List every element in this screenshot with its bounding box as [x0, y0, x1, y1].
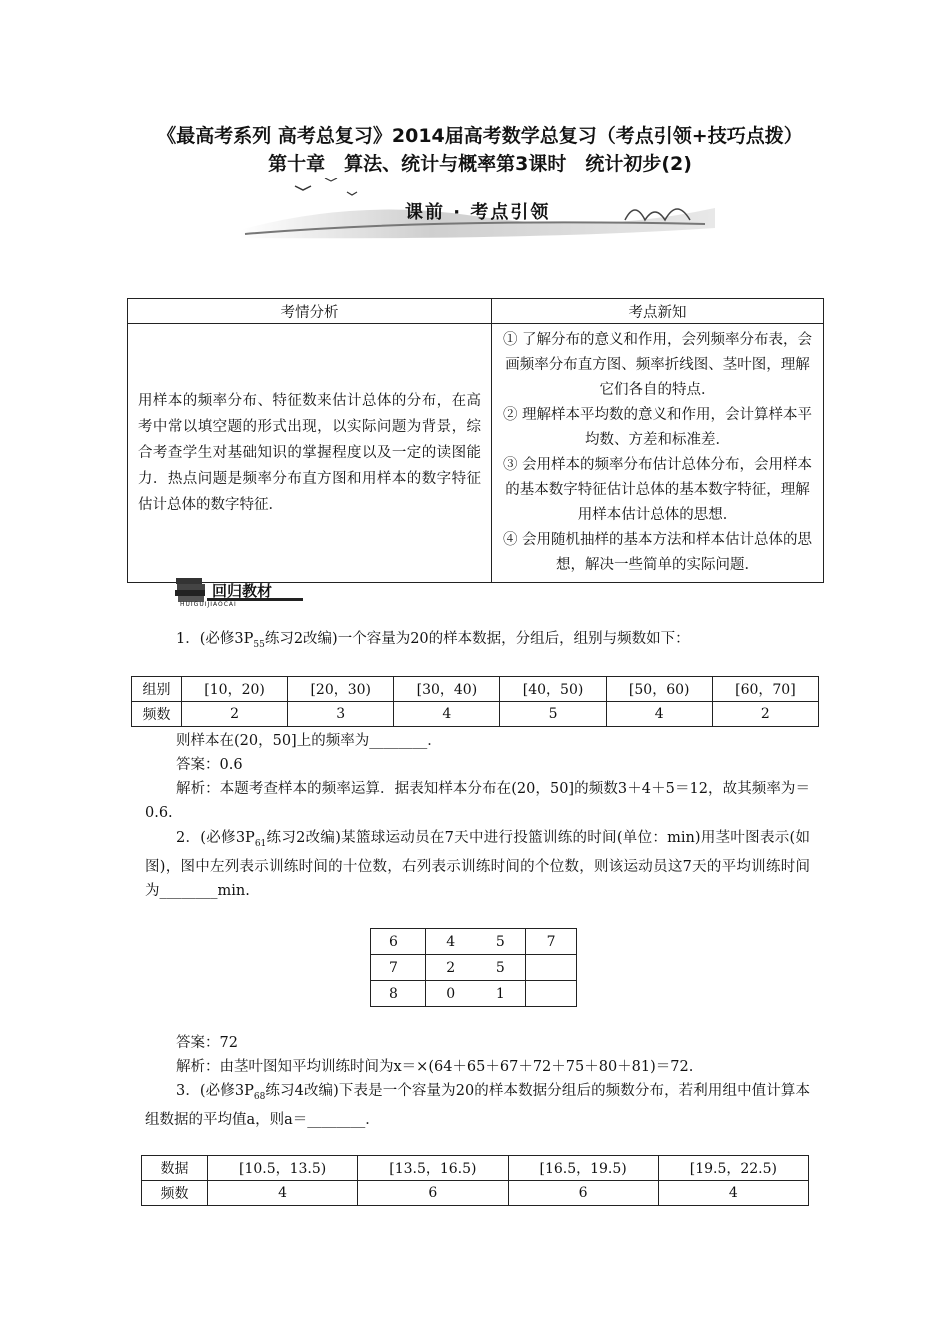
q3-text: 练习4改编)下表是一个容量为20的样本数据分组后的频数分布，若利用组中值计算本组数据的平均值a，则a＝________．: [145, 1083, 810, 1129]
table-cell: 6: [508, 1181, 658, 1206]
table-cell: 数据: [142, 1156, 208, 1181]
knowledge-item: ① 了解分布的意义和作用，会列频率分布表，会画频率分布直方图、频率折线图、茎叶图，理解它们各自的特点．: [502, 332, 813, 398]
q2-answer: 答案：72: [176, 1035, 238, 1051]
table-row: [132, 702, 819, 727]
stem-cell: 6: [371, 929, 426, 955]
bird-icon: [295, 186, 311, 190]
bird-icon: [347, 192, 357, 195]
table-cell: 6: [358, 1181, 508, 1206]
q3-page-sub: 68: [253, 1091, 266, 1102]
table-row: [132, 677, 819, 702]
leaf-cell: 0: [425, 981, 475, 1007]
stem-cell: 7: [371, 955, 426, 981]
table-cell: 5: [500, 702, 606, 727]
leaf-cell: 7: [526, 929, 577, 955]
table-cell: [13.5，16.5): [358, 1156, 508, 1181]
table-cell: [50，60): [606, 677, 712, 702]
q1-page-sub: 55: [253, 639, 265, 650]
q2-prefix: 2．(必修3P: [176, 830, 255, 846]
q1-analysis: 解析：本题考查样本的频率运算．据表知样本分布在(20，50]的频数3＋4＋5＝12，故其频率为＝0.6.: [145, 781, 810, 821]
q2-stem: [145, 827, 810, 903]
table-cell: 4: [208, 1181, 358, 1206]
section-label: 回归教材: [212, 582, 273, 600]
table-row: [142, 1181, 809, 1206]
leaf-cell: [526, 955, 577, 981]
analysis-table: [127, 298, 824, 583]
q1-frequency-table: [131, 676, 819, 727]
table-cell: 2: [182, 702, 288, 727]
table-cell: [10，20): [182, 677, 288, 702]
q1-text: 练习2改编)一个容量为20的样本数据，分组后，组别与频数如下：: [264, 631, 690, 647]
stem-cell: 8: [371, 981, 426, 1007]
table-row: [371, 955, 577, 981]
table-cell: 4: [606, 702, 712, 727]
table-cell: 4: [394, 702, 500, 727]
header-analysis: 考情分析: [128, 299, 492, 324]
leaf-cell: [526, 981, 577, 1007]
q3-frequency-table: [141, 1155, 809, 1206]
table-cell: [40，50): [500, 677, 606, 702]
knowledge-list: [492, 324, 824, 583]
q3-prefix: 3．(必修3P: [176, 1083, 254, 1099]
bird-icon: [325, 178, 337, 181]
q2-page-sub: 61: [254, 838, 267, 849]
q2-analysis: 解析：由茎叶图知平均训练时间为x＝×(64＋65＋67＋72＋75＋80＋81)＝72.: [176, 1059, 694, 1075]
leaf-cell: 2: [425, 955, 475, 981]
table-row: [142, 1156, 809, 1181]
leaf-cell: 1: [476, 981, 526, 1007]
table-cell: [60，70]: [712, 677, 818, 702]
table-cell: [16.5，19.5): [508, 1156, 658, 1181]
q1-stem: [145, 628, 810, 657]
leaf-cell: 4: [425, 929, 475, 955]
table-cell: 3: [288, 702, 394, 727]
table-cell: [30，40): [394, 677, 500, 702]
knowledge-item: ③ 会用样本的频率分布估计总体分布，会用样本的基本数字特征估计总体的基本数字特征，理解用样本估计总体的思想．: [502, 457, 813, 523]
table-cell: [19.5，22.5): [658, 1156, 808, 1181]
table-cell: 频数: [132, 702, 182, 727]
q1-question: 则样本在(20，50]上的频率为________．: [176, 733, 442, 749]
table-cell: 频数: [142, 1181, 208, 1206]
analysis-text: 用样本的频率分布、特征数来估计总体的分布，在高考中常以填空题的形式出现，以实际问题为背景，综合考查学生对基础知识的掌握程度以及一定的读图能力．热点问题是频率分布直方图和用样本的数字特征估计总体的数字特征．: [128, 324, 492, 583]
stem-leaf-plot: [370, 928, 577, 1007]
q1-prefix: 1．(必修3P: [176, 631, 254, 647]
q3-stem: [145, 1080, 810, 1133]
knowledge-item: ② 理解样本平均数的意义和作用，会计算样本平均数、方差和标准差．: [502, 407, 813, 448]
section-subtitle: HUIGUIJIAOCAI: [180, 601, 237, 608]
table-row: [371, 929, 577, 955]
section-banner: [235, 178, 720, 242]
banner-text: 课前 · 考点引领: [405, 202, 551, 223]
page-title: 《最高考系列 高考总复习》2014届高考数学总复习（考点引领+技巧点拨）第十章 算法、统计与概率第3课时 统计初步(2): [157, 125, 803, 175]
leaf-cell: 5: [476, 929, 526, 955]
header-new-knowledge: 考点新知: [492, 299, 824, 324]
knowledge-item: ④ 会用随机抽样的基本方法和样本估计总体的思想，解决一些简单的实际问题．: [502, 532, 813, 573]
q2-text: 练习2改编)某篮球运动员在7天中进行投篮训练的时间(单位：min)用茎叶图表示(如图)，图中左列表示训练时间的十位数，右列表示训练时间的个位数，则该运动员这7天的平均训练时间为________min.: [145, 830, 810, 899]
q1-answer: 答案：0.6: [176, 757, 243, 773]
table-row: [371, 981, 577, 1007]
table-cell: 2: [712, 702, 818, 727]
leaf-cell: 5: [476, 955, 526, 981]
table-cell: [10.5，13.5): [208, 1156, 358, 1181]
table-cell: 4: [658, 1181, 808, 1206]
table-cell: 组别: [132, 677, 182, 702]
table-cell: [20，30): [288, 677, 394, 702]
